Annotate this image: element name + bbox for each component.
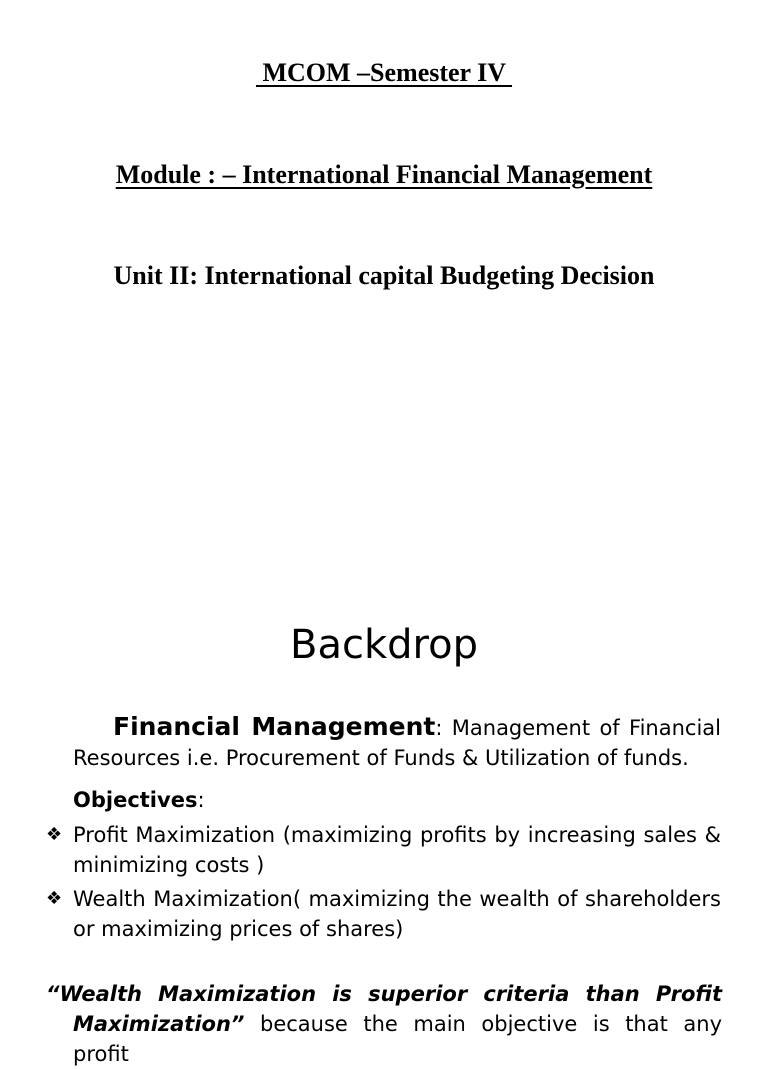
objectives-label: Objectives (73, 788, 198, 812)
financial-management-definition: : Management of Financial Resources i.e. Procurement of Funds & Utilization of funds. (73, 716, 721, 770)
objective-item (46, 884, 722, 944)
quote-paragraph (46, 979, 722, 1069)
semester-heading-text: MCOM –Semester IV (255, 58, 513, 87)
module-heading (0, 160, 768, 190)
quote-emphasis: “Wealth Maximization is superior criteria than Profit Maximization” (46, 982, 722, 1036)
section-title: Backdrop (290, 622, 478, 668)
objectives-heading (73, 785, 721, 815)
unit-heading: Unit II: International capital Budgeting Decision (113, 261, 655, 290)
financial-management-term: Financial Management (113, 712, 436, 741)
objective-item (46, 820, 722, 880)
diamond-bullet-icon: ❖ (46, 888, 63, 909)
objective-item-text: Wealth Maximization( maximizing the wealth of shareholders or maximizing prices of shares) (73, 887, 721, 941)
objectives-colon: : (197, 788, 205, 812)
financial-management-paragraph (73, 712, 721, 773)
module-heading-text: Module : – International Financial Management (115, 160, 653, 189)
semester-heading (0, 58, 768, 88)
diamond-bullet-icon: ❖ (46, 824, 63, 845)
objective-item-text: Profit Maximization (maximizing profits by increasing sales & minimizing costs ) (73, 823, 721, 877)
quote-continuation: because the main objective is that any profit (73, 1012, 722, 1066)
